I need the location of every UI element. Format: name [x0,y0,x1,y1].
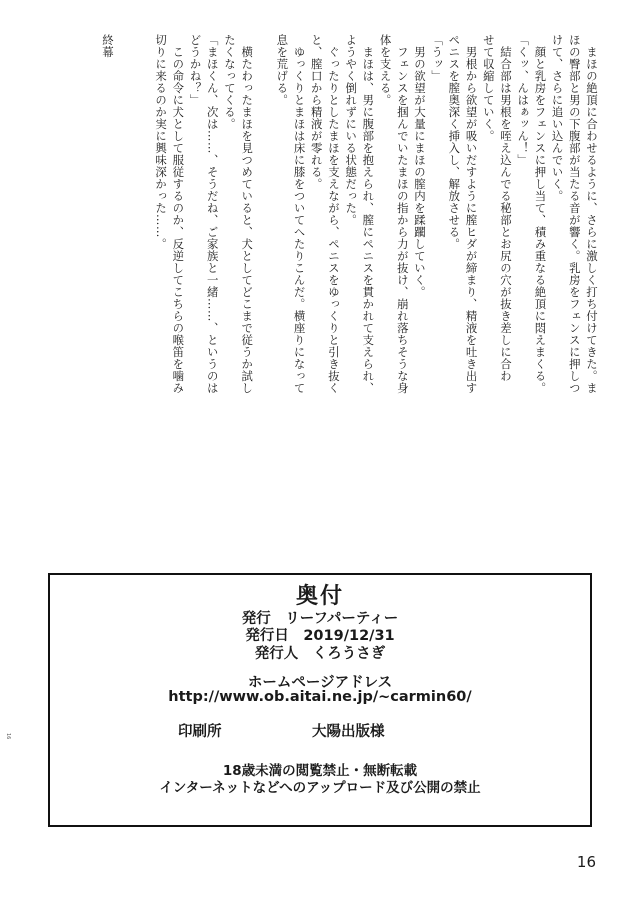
story-column: 「くッ、んはぁッん！」 [516,34,531,166]
story-end-mark: 終幕 [100,34,115,58]
page-number: 16 [576,853,596,871]
colophon-publisher: 発行 リーフパーティー [241,611,399,627]
story-column: 男の欲望が大量にまほの膣内を蹂躙していく。 [412,34,427,298]
story-column: フェンスを掴んでいたまほの指から力が抜け、崩れ落ちそうな身 [395,34,410,394]
story-column: 「まほくん、次は……、そうだね、ご家族と一緒……、というのは [205,34,220,394]
column-gap [134,34,152,554]
story-column: 男根から欲望が吸いだすように膣ヒダが締まり、精液を吐き出す [464,34,479,394]
column-gap [255,34,273,554]
story-column: ほの臀部と男の下腹部が当たる音が響く。乳房をフェンスに押しつ [567,34,582,394]
story-column: と、膣口から精液が零れる。 [309,34,324,190]
story-column: けて、さらに追い込んでいく。 [550,34,565,202]
story-column: ゆっくりとまほは床に膝をついてへたりこんだ。横座りになって [292,34,307,394]
colophon-title: 奥付 [295,584,344,609]
colophon-homepage-url: http://www.ob.aitai.ne.jp/~carmin60/ [168,689,472,705]
story-column: ペニスを膣奥深く挿入し、解放させる。 [447,34,462,250]
story-column: 横たわったまほを見つめていると、犬としてどこまで従うか試し [240,34,255,394]
story-column: まほは、男に腹部を抱えられ、膣にペニスを貫かれて支えられ、 [361,34,376,394]
story-column: 結合部は男根を咥え込んでる秘部とお尻の穴が抜き差しに合わ [498,34,513,382]
colophon-printer-label: 印刷所 [178,724,222,740]
story-column: どうかね？」 [188,34,203,106]
story-column: ぐったりとしたまほを支えながら、ペニスをゆっくりと引き抜く [326,34,341,394]
story-column: まほの絶頂に合わせるように、さらに激しく打ち付けてきた。ま [585,34,599,394]
story-column: ようやく倒れずにいる状態だった。 [344,34,359,226]
colophon-homepage-label: ホームページアドレス [247,675,393,691]
colophon-date: 発行日 2019/12/31 [245,628,395,644]
colophon-printer-value: 大陽出版様 [312,724,385,740]
colophon-author: 発行人 くろうさぎ [254,646,386,662]
story-column: 「うッ」 [430,34,445,82]
story-column: 体を支える。 [378,34,393,106]
colophon-box [48,573,592,827]
story-column: 切りに来るのか実に興味深かった……。 [154,34,169,250]
story-column: この命令に犬として服従するのか、反逆してこちらの喉笛を噛み [171,34,186,394]
story-column: 顔と乳房をフェンスに押し当て、積み重なる絶頂に悶えまくる。 [533,34,548,394]
story-column: 息を荒げる。 [275,34,290,106]
story-column: せて収縮していく。 [481,34,496,142]
column-gap [116,34,134,554]
colophon-notice-upload: インターネットなどへのアップロード及び公開の禁止 [159,780,481,796]
story-column: たくなってくる。 [222,34,237,130]
colophon-notice-age: 18歳未満の閲覧禁止・無断転載 [222,763,418,779]
margin-mark: 16 [5,733,11,740]
story-text [40,34,600,554]
